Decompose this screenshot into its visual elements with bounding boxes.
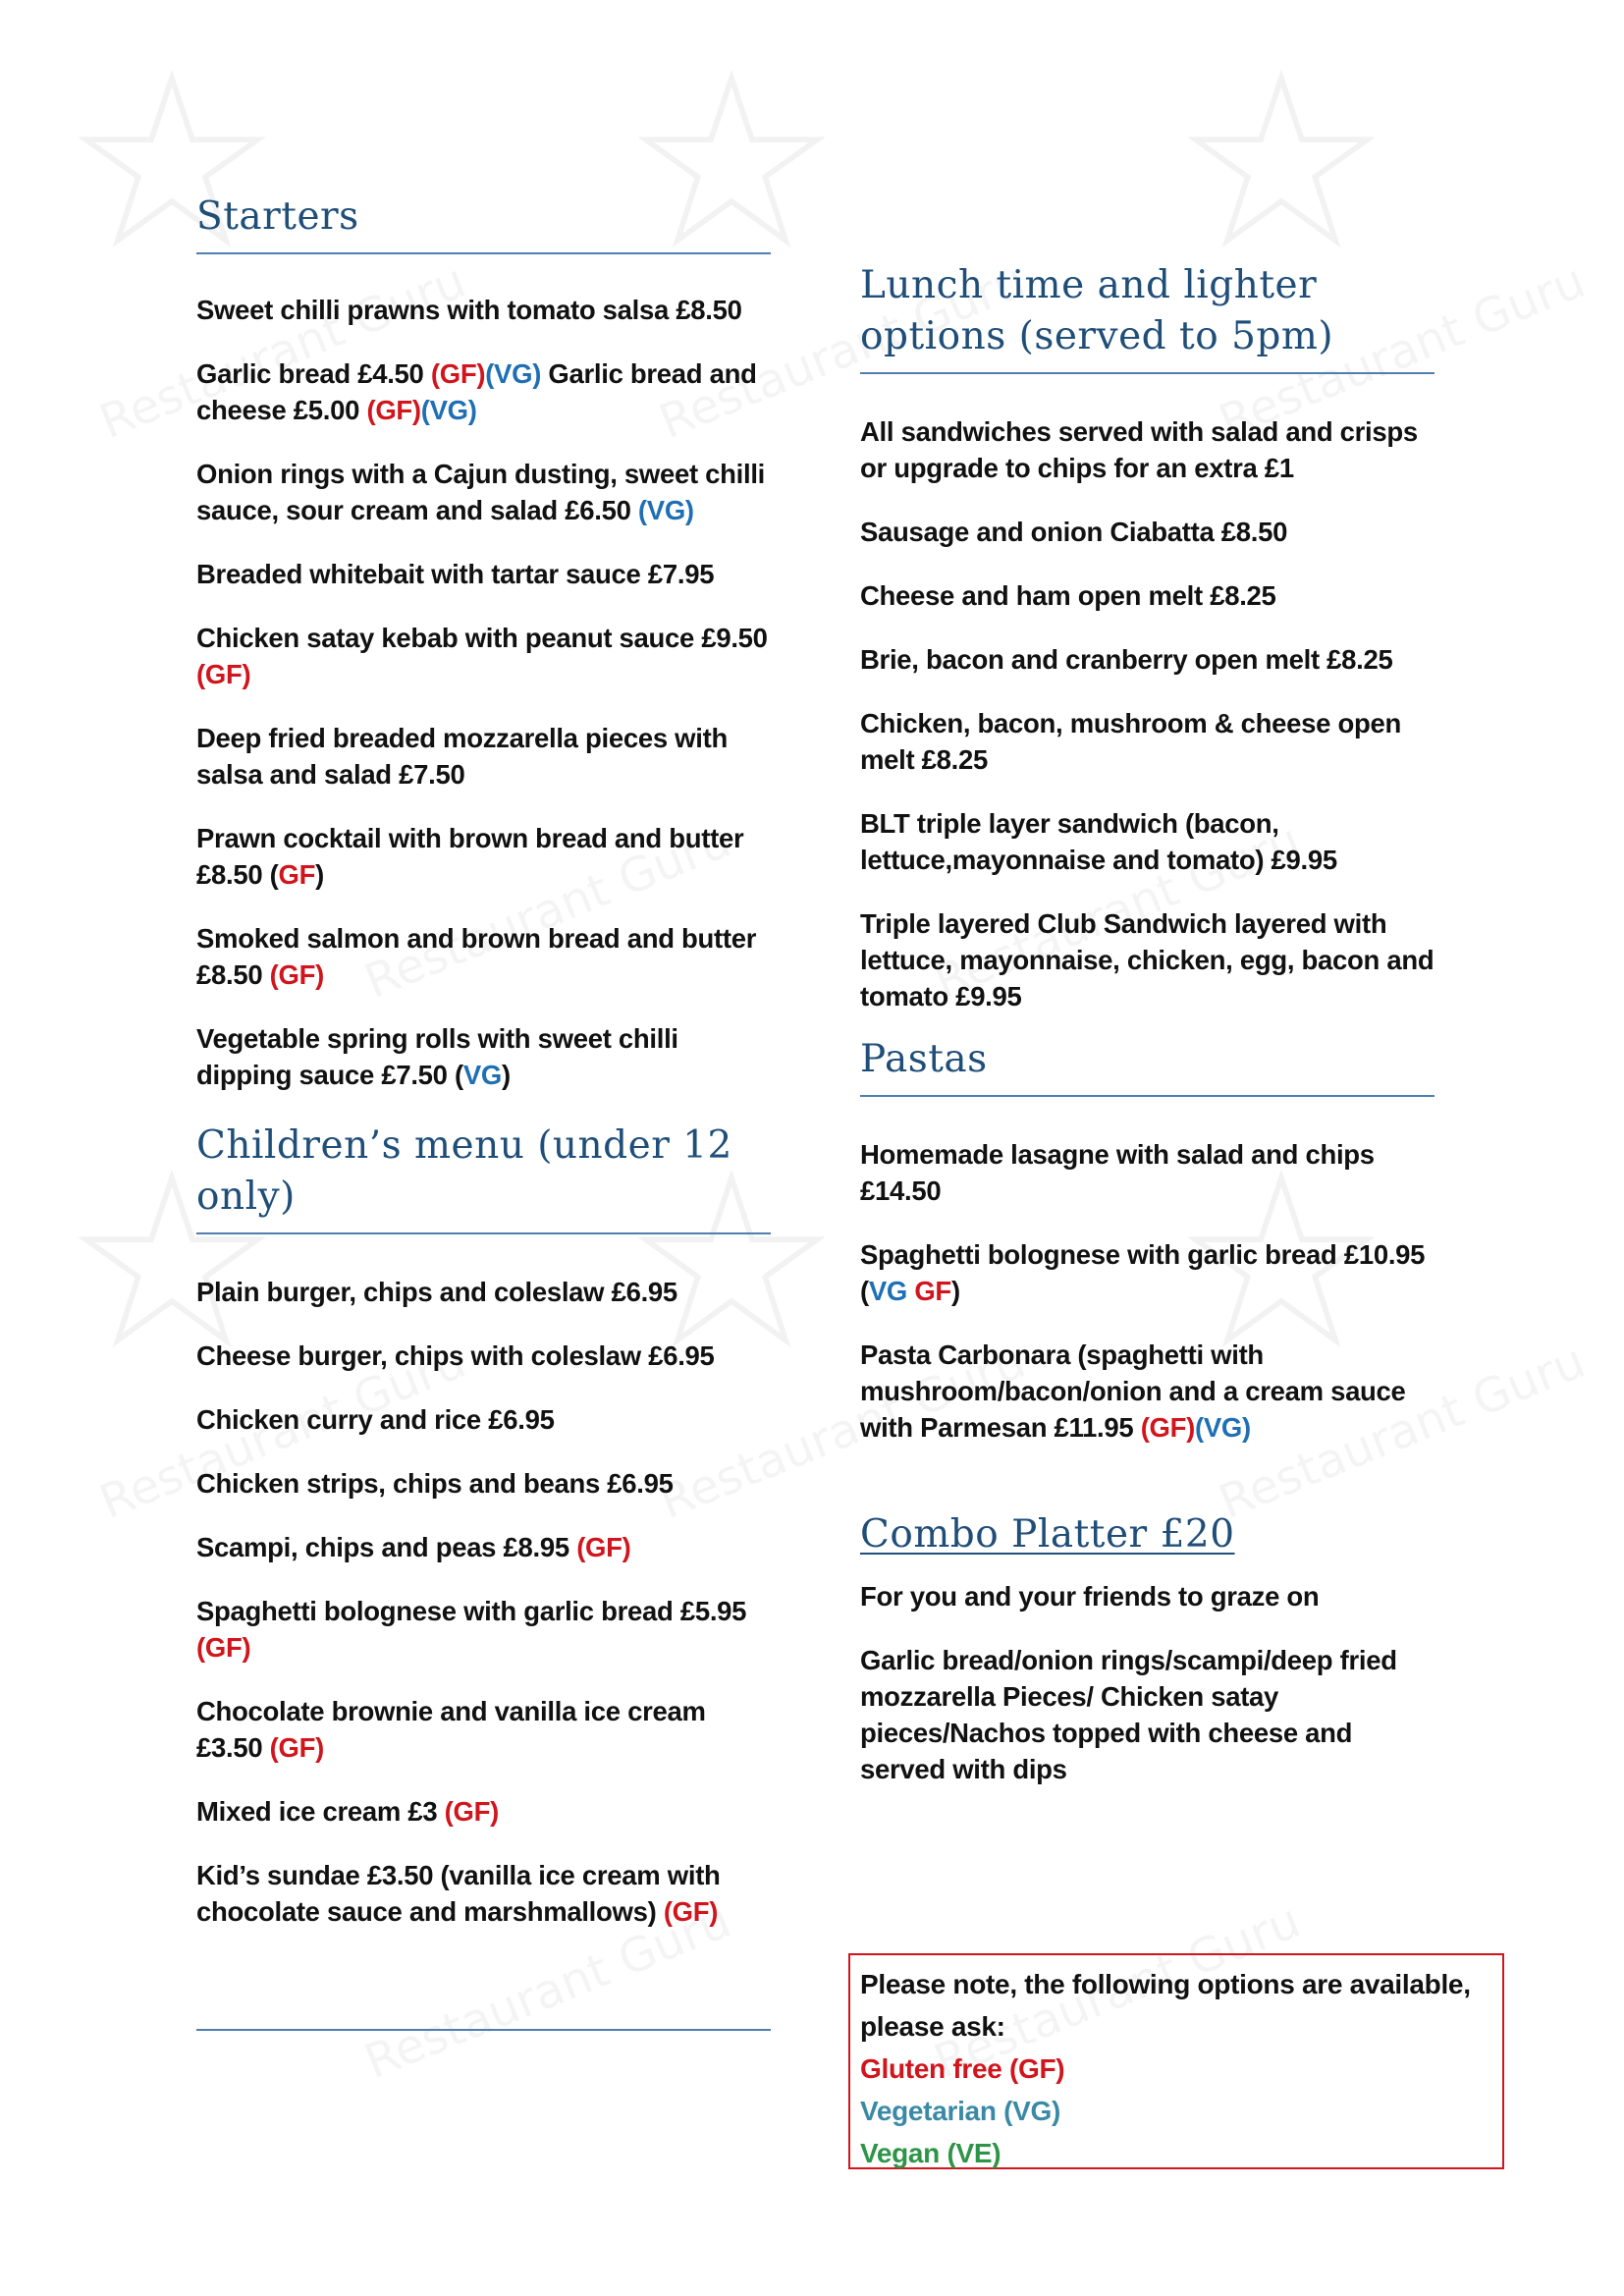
section-divider (860, 372, 1435, 374)
pastas-section (860, 1034, 1435, 1446)
menu-item: Triple layered Club Sandwich layered with lettuce, mayonnaise, chicken, egg, bacon and tomato £9.95 (860, 908, 1435, 1011)
menu-item: Brie, bacon and cranberry open melt £8.25 (860, 644, 1393, 675)
menu-item: Chicken strips, chips and beans £6.95 (196, 1468, 674, 1499)
gluten-free-tag: (GF) (269, 959, 324, 990)
gluten-free-tag: (GF) (430, 358, 486, 389)
gluten-free-tag: (GF) (366, 395, 421, 425)
menu-item: Cheese burger, chips with coleslaw £6.95 (196, 1340, 715, 1371)
gluten-free-tag: (GF) (269, 1732, 324, 1763)
menu-item: Homemade lasagne with salad and chips £14.50 (860, 1139, 1375, 1206)
gluten-free-tag: (GF) (1140, 1412, 1195, 1443)
lunch-section (860, 260, 1435, 1014)
menu-item: Breaded whitebait with tartar sauce £7.95 (196, 559, 715, 589)
gluten-free-tag: (GF) (576, 1532, 631, 1562)
menu-item: Garlic bread £4.50 (GF)(VG) Garlic bread and cheese £5.00 (GF)(VG) (196, 358, 757, 425)
menu-item: Prawn cocktail with brown bread and butter £8.50 (GF) (196, 823, 744, 890)
menu-item: Chicken, bacon, mushroom & cheese open melt £8.25 (860, 708, 1401, 775)
vegan-legend: Vegan (VE) (860, 2138, 1001, 2168)
menu-item: BLT triple layer sandwich (bacon, lettuce,mayonnaise and tomato) £9.95 (860, 808, 1337, 875)
gluten-free-tag: GF (914, 1276, 951, 1306)
menu-item: Chicken curry and rice £6.95 (196, 1404, 555, 1435)
section-divider (196, 252, 771, 254)
gluten-free-tag: (GF) (196, 1632, 251, 1663)
lunch-heading: Lunch time and lighter options (served to 5pm) (860, 263, 1334, 358)
gluten-free-tag: (GF) (663, 1896, 719, 1927)
menu-item: For you and your friends to graze on (860, 1581, 1320, 1612)
starters-section (196, 191, 771, 1093)
pastas-heading: Pastas (860, 1037, 988, 1081)
section-divider (860, 1095, 1435, 1097)
menu-item: Spaghetti bolognese with garlic bread £5.95 (GF) (196, 1596, 747, 1663)
menu-item: All sandwiches served with salad and crisps or upgrade to chips for an extra £1 (860, 416, 1418, 483)
right-column (860, 260, 1435, 1815)
combo-platter-section (860, 1509, 1435, 1787)
vegetarian-tag: (VG) (637, 495, 694, 525)
gluten-free-legend: Gluten free (GF) (860, 2053, 1065, 2084)
menu-item: Scampi, chips and peas £8.95 (GF) (196, 1532, 631, 1562)
vegetarian-tag: (VG) (420, 395, 477, 425)
menu-item: Sausage and onion Ciabatta £8.50 (860, 517, 1288, 547)
menu-item: Mixed ice cream £3 (GF) (196, 1796, 499, 1827)
menu-item: Plain burger, chips and coleslaw £6.95 (196, 1277, 677, 1307)
vegetarian-tag: VG (462, 1060, 502, 1090)
gluten-free-tag: GF (278, 859, 316, 890)
childrens-menu-section (196, 1121, 771, 1930)
gluten-free-tag: (GF) (196, 659, 251, 689)
vegetarian-tag: (VG) (1195, 1412, 1251, 1443)
menu-item: Onion rings with a Cajun dusting, sweet chilli sauce, sour cream and salad £6.50 (VG) (196, 459, 766, 525)
vegetarian-legend: Vegetarian (VG) (860, 2096, 1061, 2126)
combo-platter-heading: Combo Platter £20 (860, 1512, 1235, 1557)
section-divider (196, 2029, 771, 2031)
starters-heading: Starters (196, 194, 359, 239)
watermark-icon (1188, 69, 1375, 255)
note-text: Please note, the following options are available, (860, 1969, 1471, 1999)
menu-item: Smoked salmon and brown bread and butter £8.50 (GF) (196, 923, 757, 990)
menu-item: Kid’s sundae £3.50 (vanilla ice cream with chocolate sauce and marshmallows) (GF) (196, 1860, 721, 1927)
menu-item: Pasta Carbonara (spaghetti with mushroom/bacon/onion and a cream sauce with Parmesan £11.95 (GF)(VG) (860, 1339, 1406, 1443)
childrens-menu-heading: Children’s menu (under 12 only) (196, 1123, 732, 1219)
left-column (196, 191, 771, 1957)
vegetarian-tag: (VG) (485, 358, 542, 389)
menu-item: Cheese and ham open melt £8.25 (860, 580, 1276, 611)
menu-item: Vegetable spring rolls with sweet chilli dipping sauce £7.50 (VG) (196, 1023, 678, 1090)
menu-item: Deep fried breaded mozzarella pieces with salsa and salad £7.50 (196, 723, 728, 790)
menu-item: Chicken satay kebab with peanut sauce £9.50 (GF) (196, 623, 768, 689)
dietary-note-box (848, 1953, 1504, 2169)
note-text: please ask: (860, 2011, 1005, 2042)
section-divider (196, 1232, 771, 1234)
vegetarian-tag: VG (868, 1276, 907, 1306)
menu-item: Garlic bread/onion rings/scampi/deep fried mozzarella Pieces/ Chicken satay pieces/Nachos topped with cheese and served with dips (860, 1645, 1397, 1784)
menu-item: Sweet chilli prawns with tomato salsa £8.50 (196, 295, 742, 325)
menu-item: Chocolate brownie and vanilla ice cream £3.50 (GF) (196, 1696, 706, 1763)
menu-item: Spaghetti bolognese with garlic bread £10.95 (VG GF) (860, 1239, 1426, 1306)
gluten-free-tag: (GF) (444, 1796, 499, 1827)
